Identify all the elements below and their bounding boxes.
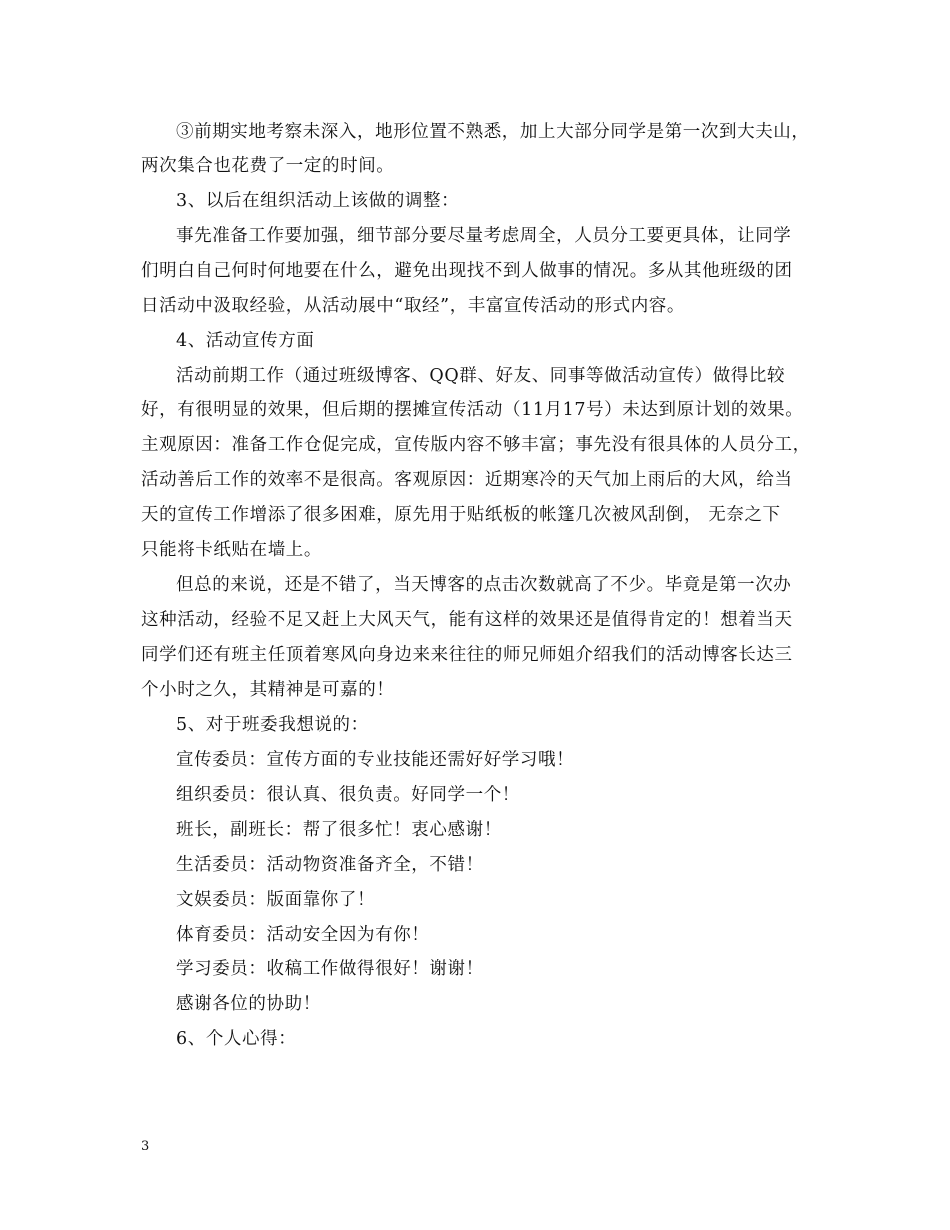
- list-item: 体育委员：活动安全因为有你！: [176, 925, 430, 945]
- list-item: 学习委员：收稿工作做得很好！谢谢！: [176, 959, 484, 979]
- paragraph-line: 们明白自己何时何地要在什么，避免出现找不到人做事的情况。多从其他班级的团: [141, 261, 793, 281]
- page-number: 3: [141, 1139, 150, 1154]
- paragraph-line: 活动善后工作的效率不是很高。客观原因：近期寒冷的天气加上雨后的大风，给当: [141, 470, 793, 490]
- section-heading: 3、以后在组织活动上该做的调整：: [176, 191, 460, 211]
- section-heading: 5、对于班委我想说的：: [176, 715, 369, 735]
- paragraph-line: 好，有很明显的效果，但后期的摆摊宣传活动（11月17号）未达到原计划的效果。: [141, 400, 804, 420]
- list-item: 生活委员：活动物资准备齐全，不错！: [176, 855, 484, 875]
- paragraph-line: 个小时之久，其精神是可嘉的！: [141, 680, 395, 700]
- paragraph-line: 这种活动，经验不足又赶上大风天气，能有这样的效果还是值得肯定的！想着当天: [141, 610, 793, 630]
- paragraph-line: ③前期实地考察未深入，地形位置不熟悉，加上大部分同学是第一次到大夫山，: [176, 122, 810, 142]
- paragraph-line: 日活动中汲取经验，从活动展中“取经”，丰富宣传活动的形式内容。: [141, 296, 685, 316]
- list-item: 班长，副班长：帮了很多忙！衷心感谢！: [176, 820, 502, 840]
- list-item: 文娱委员：版面靠你了！: [176, 890, 376, 910]
- paragraph-line: 只能将卡纸贴在墙上。: [141, 540, 322, 560]
- list-item: 组织委员：很认真、很负责。好同学一个！: [176, 785, 520, 805]
- paragraph-line: 两次集合也花费了一定的时间。: [141, 156, 395, 176]
- paragraph-line: 主观原因：准备工作仓促完成，宣传版内容不够丰富；事先没有很具体的人员分工，: [141, 435, 811, 455]
- paragraph-line: 同学们还有班主任顶着寒风向身边来来往往的师兄师姐介绍我们的活动博客长达三: [141, 645, 793, 665]
- paragraph-line: 事先准备工作要加强，细节部分要尽量考虑周全，人员分工要更具体，让同学: [176, 226, 792, 246]
- section-heading: 4、活动宣传方面: [176, 331, 315, 351]
- paragraph-line: 天的宣传工作增添了很多困难，原先用于贴纸板的帐篷几次被风刮倒， 无奈之下: [141, 505, 781, 525]
- paragraph-line: 活动前期工作（通过班级博客、QQ群、好友、同事等做活动宣传）做得比较: [176, 366, 786, 386]
- list-item: 宣传委员：宣传方面的专业技能还需好好学习哦！: [176, 750, 575, 770]
- section-heading: 6、个人心得：: [176, 1029, 297, 1049]
- list-item: 感谢各位的协助！: [176, 994, 321, 1014]
- paragraph-line: 但总的来说，还是不错了，当天博客的点击次数就高了不少。毕竟是第一次办: [176, 575, 792, 595]
